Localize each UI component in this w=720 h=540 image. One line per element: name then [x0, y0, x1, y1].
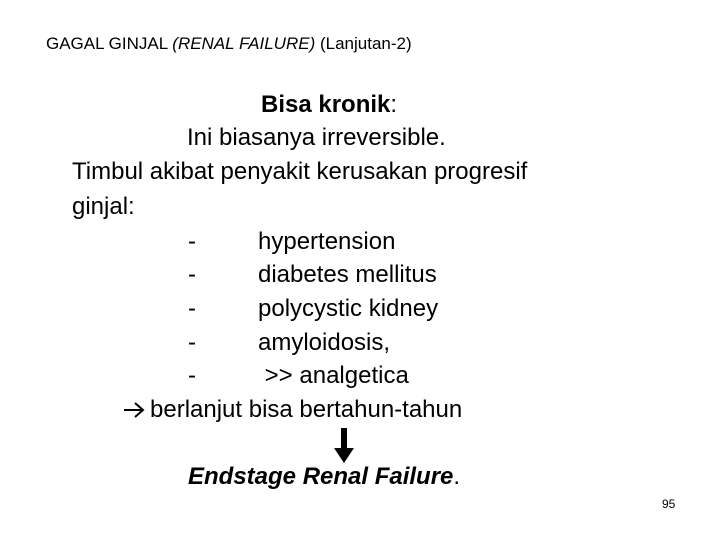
- body-line-1: Ini biasanya irreversible.: [187, 124, 446, 151]
- heading-bold-text: Bisa kronik: [261, 91, 391, 118]
- list-item-text: polycystic kidney: [258, 295, 439, 322]
- heading-colon: :: [390, 91, 398, 118]
- list-item-dash: -: [188, 329, 196, 356]
- final-result-period: .: [453, 463, 461, 490]
- final-result: [188, 463, 460, 491]
- list-item-dash: -: [188, 295, 196, 322]
- header-continuation: (Lanjutan-2): [315, 34, 412, 53]
- header-subtitle-italic: (RENAL FAILURE): [172, 34, 316, 53]
- list-item-text: hypertension: [258, 228, 396, 255]
- arrow-right-icon: [122, 400, 146, 420]
- page-number: 95: [662, 497, 676, 511]
- list-item-text: >> analgetica: [258, 362, 409, 389]
- body-line-3: ginjal:: [72, 193, 135, 220]
- arrow-down-icon: [334, 428, 354, 464]
- continuation-line: [122, 396, 462, 424]
- continuation-text: berlanjut bisa bertahun-tahun: [150, 396, 463, 423]
- slide-header: [46, 34, 412, 54]
- list-item-text: amyloidosis,: [258, 329, 391, 356]
- body-line-2: Timbul akibat penyakit kerusakan progresif: [72, 158, 528, 185]
- section-heading: [261, 91, 397, 119]
- list-item-text: diabetes mellitus: [258, 261, 437, 288]
- list-item-dash: -: [188, 362, 196, 389]
- header-title: GAGAL GINJAL: [46, 34, 173, 53]
- list-item-dash: -: [188, 228, 196, 255]
- final-result-text: Endstage Renal Failure: [188, 463, 454, 490]
- list-item-dash: -: [188, 261, 196, 288]
